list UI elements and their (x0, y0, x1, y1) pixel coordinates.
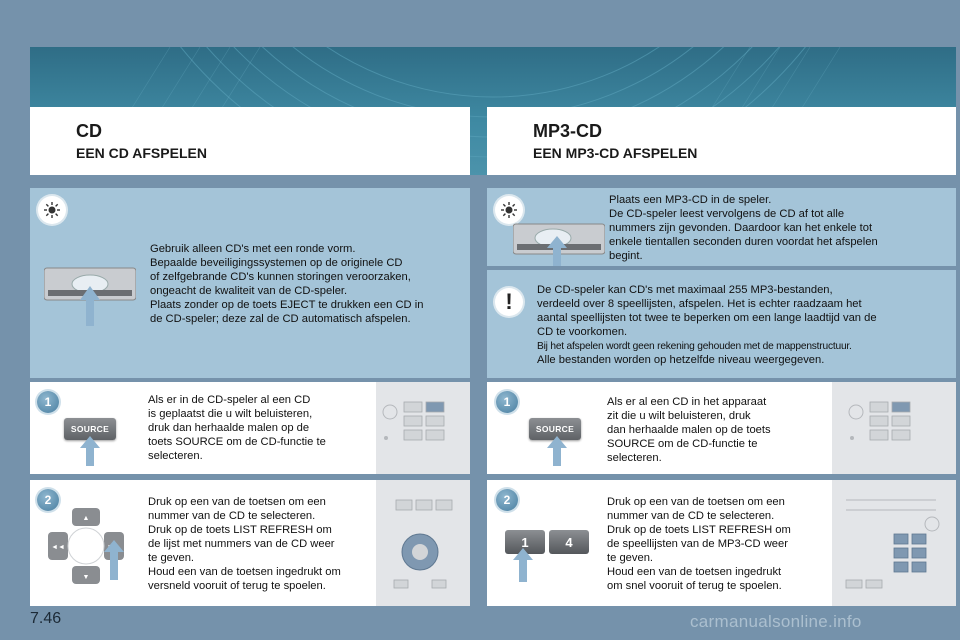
text-line: ongeacht de kwaliteit van de CD-speler. (150, 285, 348, 297)
text-line: SOURCE om de CD-functie te (607, 438, 758, 450)
left-title-box (30, 107, 470, 175)
radio-unit-illustration (832, 480, 956, 606)
text-line: Plaats een MP3-CD in de speler. (609, 194, 772, 206)
source-button[interactable]: SOURCE (529, 418, 581, 440)
text-line: Houd een van de toetsen ingedrukt (607, 566, 782, 578)
text-line: Als er al een CD in het apparaat (607, 396, 767, 408)
svg-text:◄◄: ◄◄ (51, 544, 65, 551)
text-line: druk dan herhaalde malen op de (148, 422, 310, 434)
svg-text:▲: ▲ (82, 515, 90, 522)
up-arrow-icon (104, 540, 124, 580)
step-number-badge: 2 (496, 489, 518, 511)
svg-text:▼: ▼ (82, 574, 90, 581)
lightbulb-icon (38, 196, 66, 224)
page-number: 7.46 (30, 610, 62, 627)
text-line: dan herhaalde malen op de toets (607, 424, 771, 436)
left-step2-panel (30, 480, 470, 606)
radio-unit-illustration (376, 480, 470, 606)
text-line: zit die u wilt beluisteren, druk (607, 410, 751, 422)
watermark: carmanualsonline.info (690, 612, 862, 631)
right-subtitle: EEN MP3-CD AFSPELEN (533, 145, 698, 161)
cd-player-illustration (513, 222, 605, 266)
warning-icon: ! (495, 288, 523, 316)
text-line: de speellijsten van de MP3-CD weer (607, 538, 788, 550)
text-line: Houd een van de toetsen ingedrukt om (148, 566, 341, 578)
up-arrow-icon (80, 436, 100, 466)
text-line: De CD-speler leest vervolgens de CD af tot alle (609, 208, 845, 220)
text-line: Druk op de toets LIST REFRESH om (607, 524, 791, 536)
text-line: selecteren. (607, 452, 662, 464)
radio-unit-illustration (832, 382, 956, 474)
text-line: toets SOURCE om de CD-functie te (148, 436, 326, 448)
device-panel-image (376, 382, 470, 474)
up-arrow-icon (547, 436, 567, 466)
device-panel-image (832, 382, 956, 474)
text-line: om snel vooruit of terug te spoelen. (607, 580, 782, 592)
right-title: MP3-CD (533, 121, 603, 141)
lightbulb-icon (495, 196, 523, 224)
source-button[interactable]: SOURCE (64, 418, 116, 440)
text-line: Als er in de CD-speler al een CD (148, 394, 311, 406)
text-line: Alle bestanden worden op hetzelfde niveau weergegeven. (537, 354, 825, 366)
left-title: CD (76, 121, 102, 141)
text-line: nummer van de CD te selecteren. (607, 510, 775, 522)
text-line: Druk op een van de toetsen om een (607, 496, 785, 508)
preset-key-1[interactable]: 1 (505, 530, 545, 554)
right-info-panel (487, 188, 956, 266)
cd-player-illustration (44, 266, 136, 328)
text-line: selecteren. (148, 450, 203, 462)
text-line: versneld vooruit of terug te spoelen. (148, 580, 326, 592)
text-line: is geplaatst die u wilt beluisteren, (148, 408, 313, 420)
text-line: Bij het afspelen wordt geen rekening gehouden met de mappenstructuur. (537, 341, 852, 352)
text-line: Gebruik alleen CD's met een ronde vorm. (150, 243, 356, 255)
text-line: Druk op de toets LIST REFRESH om (148, 524, 332, 536)
step-number-badge: 1 (496, 391, 518, 413)
left-step1-panel (30, 382, 470, 474)
text-line: nummers zijn gevonden. Daardoor kan het enkele tot (609, 222, 873, 234)
text-line: nummer van de CD te selecteren. (148, 510, 316, 522)
preset-key-4[interactable]: 4 (549, 530, 589, 554)
up-arrow-icon (513, 548, 533, 582)
left-subtitle: EEN CD AFSPELEN (76, 145, 207, 161)
left-info-panel (30, 188, 470, 378)
text-line: CD te voorkomen. (537, 326, 628, 338)
step-number-badge: 2 (37, 489, 59, 511)
text-line: te geven. (607, 552, 654, 564)
text-line: begint. (609, 250, 643, 262)
right-step2-panel (487, 480, 956, 606)
radio-unit-illustration (376, 382, 470, 474)
text-line: of zelfgebrande CD's kunnen storingen veroorzaken, (150, 271, 411, 283)
right-step1-panel (487, 382, 956, 474)
text-line: Druk op een van de toetsen om een (148, 496, 326, 508)
step-number-badge: 1 (37, 391, 59, 413)
text-line: de CD-speler; deze zal de CD automatisch afspelen. (150, 313, 411, 325)
device-panel-image (832, 480, 956, 606)
text-line: aantal speellijsten tot twee te beperken om een lange laadtijd van de (537, 312, 877, 324)
text-line: De CD-speler kan CD's met maximaal 255 MP3-bestanden, (537, 284, 833, 296)
text-line: Bepaalde beveiligingssystemen op de originele CD (150, 257, 403, 269)
device-panel-image (376, 480, 470, 606)
text-line: enkele tientallen seconden duren voordat het afspelen (609, 236, 878, 248)
text-line: te geven. (148, 552, 195, 564)
text-line: de lijst met nummers van de CD weer (148, 538, 335, 550)
right-warning-panel (487, 270, 956, 378)
right-title-box (487, 107, 956, 175)
text-line: Plaats zonder op de toets EJECT te drukken een CD in (150, 299, 424, 311)
text-line: verdeeld over 8 speellijsten, afspelen. Het is echter raadzaam het (537, 298, 862, 310)
